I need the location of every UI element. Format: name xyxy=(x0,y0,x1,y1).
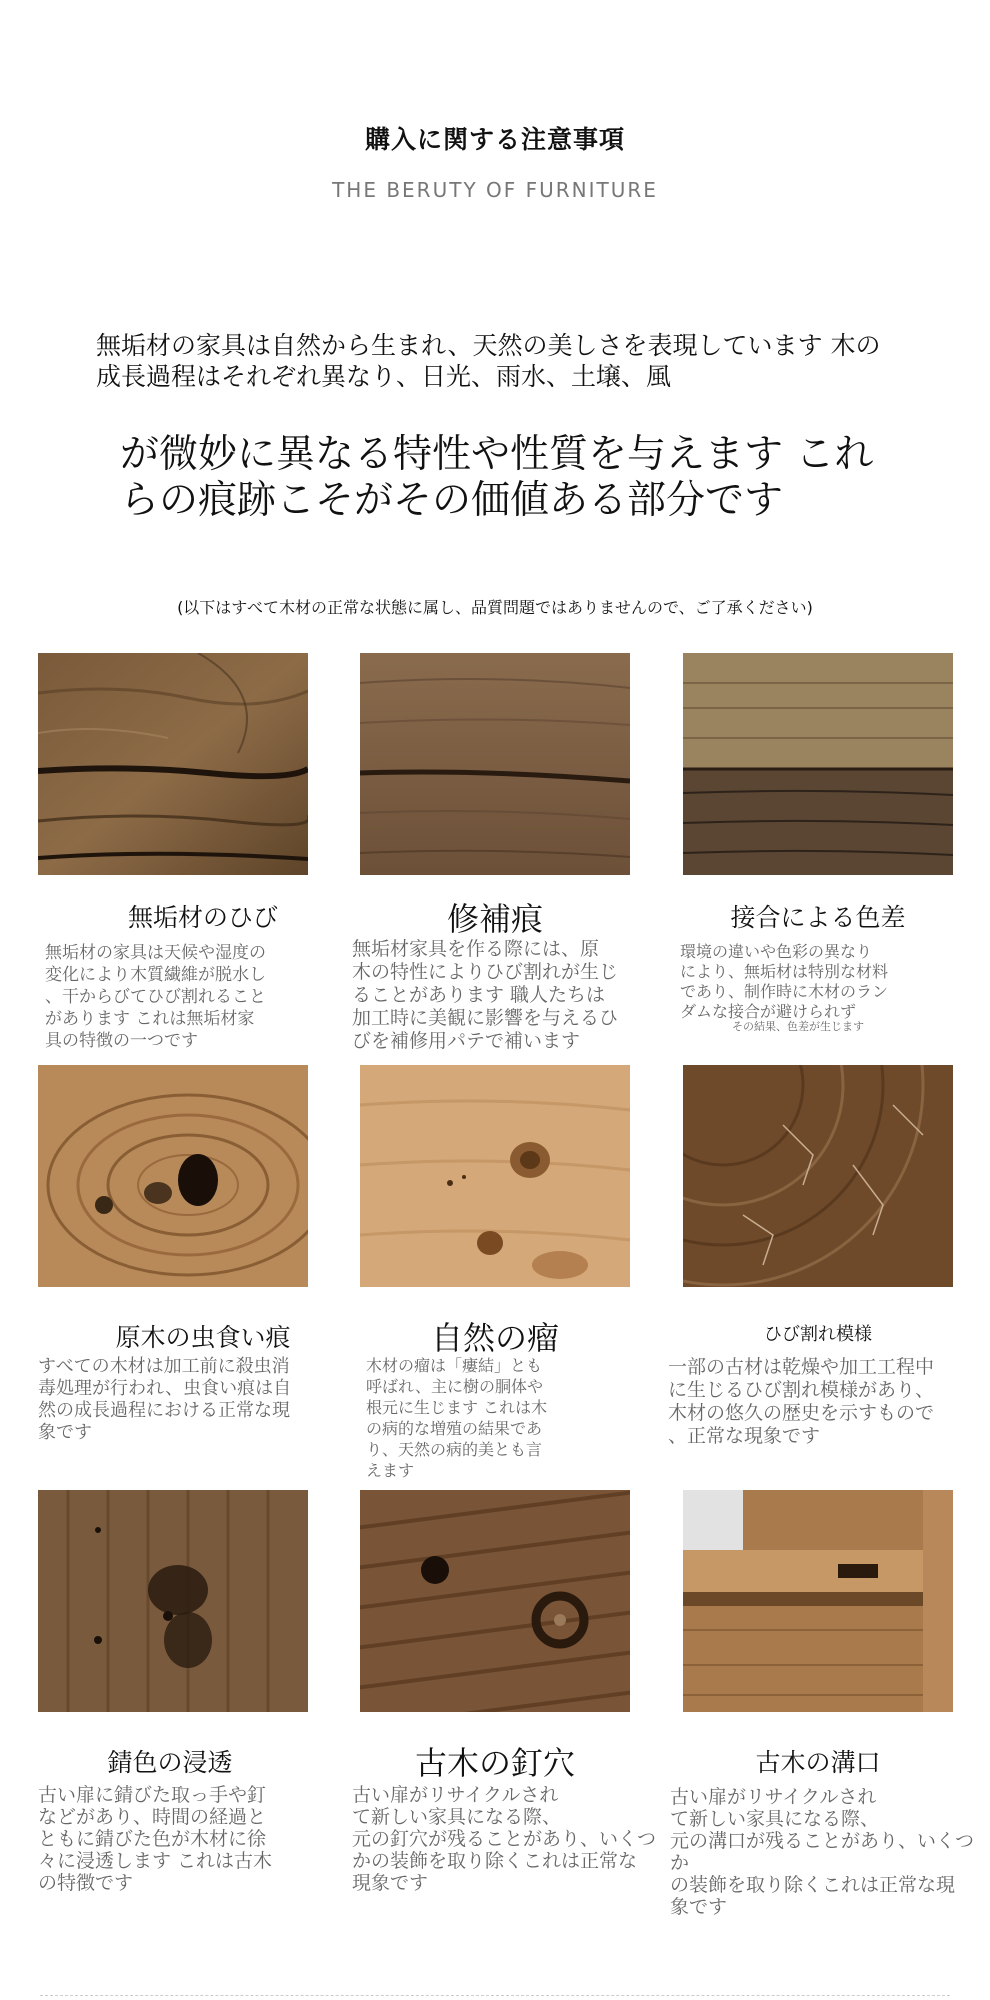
item-desc-rust: 古い扉に錆びた取っ手や釘 などがあり、時間の経過と ともに錆びた色が木材に徐 々に浸透します これは古木 の特徴です xyxy=(38,1784,273,1894)
item-title-insect: 原木の虫食い痕 xyxy=(115,1323,291,1352)
item-title-joint: 接合による色差 xyxy=(730,903,906,932)
item-title-crack: 無垢材のひび xyxy=(127,903,278,932)
item-desc-nail: 古い扉がリサイクルされ て新しい家具になる際、 元の釘穴が残ることがあり、いくつ かの装飾を取り除くこれは正常な 現象です xyxy=(352,1784,657,1894)
photo-groove xyxy=(683,1490,953,1712)
notice-text: (以下はすべて木材の正常な状態に属し、品質問題ではありませんので、ご了承ください) xyxy=(177,598,813,617)
item-desc-joint-small: その結果、色差が生じます xyxy=(732,1020,864,1033)
item-title-groove: 古木の溝口 xyxy=(755,1748,881,1777)
item-title-repair: 修補痕 xyxy=(446,900,543,938)
photo-nail-holes xyxy=(360,1490,630,1712)
item-desc-knot: 木材の瘤は「瘻結」とも 呼ばれ、主に樹の胴体や 根元に生じます これは木 の病的な増殖の結果であ り、天然の病的美とも言 えます xyxy=(366,1356,548,1480)
photo-natural-knot xyxy=(360,1065,630,1287)
item-title-nail: 古木の釘穴 xyxy=(414,1744,575,1782)
intro-emphasis: が微妙に異なる特性や性質を与えます これらの痕跡こそがその価値ある部分です xyxy=(120,432,874,523)
item-desc-insect: すべての木材は加工前に殺虫消 毒処理が行われ、虫食い痕は自 然の成長過程における正常な現 象です xyxy=(38,1356,292,1443)
page-title: 購入に関する注意事項 xyxy=(364,125,625,154)
intro-paragraph: 無垢材の家具は自然から生まれ、天然の美しさを表現しています 木の成長過程はそれぞれ異なり、日光、雨水、土壌、風 xyxy=(96,331,881,391)
item-desc-groove: 古い扉がリサイクルされ て新しい家具になる際、 元の溝口が残ることがあり、いくつか の装飾を取り除くこれは正常な現 象です xyxy=(670,1786,975,1918)
item-title-pattern: ひび割れ模様 xyxy=(764,1324,872,1345)
photo-solid-wood-crack xyxy=(38,653,308,875)
footer-divider xyxy=(40,1995,950,1996)
photo-rust-stain xyxy=(38,1490,308,1712)
page-subtitle: THE BERUTY OF FURNITURE xyxy=(332,178,658,202)
item-desc-repair: 無垢材家具を作る際には、原 木の特性によりひび割れが生じ ることがあります 職人たちは 加工時に美観に影響を与えるひ びを補修用パテで補います xyxy=(352,938,619,1052)
item-desc-pattern: 一部の古材は乾燥や加工工程中 に生じるひび割れ模様があり、 木材の悠久の歴史を示すもので 、正常な現象です xyxy=(668,1356,935,1447)
photo-crack-pattern xyxy=(683,1065,953,1287)
item-desc-joint: 環境の違いや色彩の異なり により、無垢材は特別な材料 であり、制作時に木材のラン ダムな接合が避けられず xyxy=(680,942,889,1021)
photo-joint-color-difference xyxy=(683,653,953,875)
photo-insect-holes xyxy=(38,1065,308,1287)
item-title-knot: 自然の瘤 xyxy=(430,1319,559,1357)
item-title-rust: 錆色の浸透 xyxy=(107,1748,233,1777)
photo-repair-mark xyxy=(360,653,630,875)
item-desc-crack: 無垢材の家具は天候や湿度の 変化により木質繊維が脱水し 、干からびてひび割れること があります これは無垢材家 具の特徴の一つです xyxy=(45,943,266,1051)
